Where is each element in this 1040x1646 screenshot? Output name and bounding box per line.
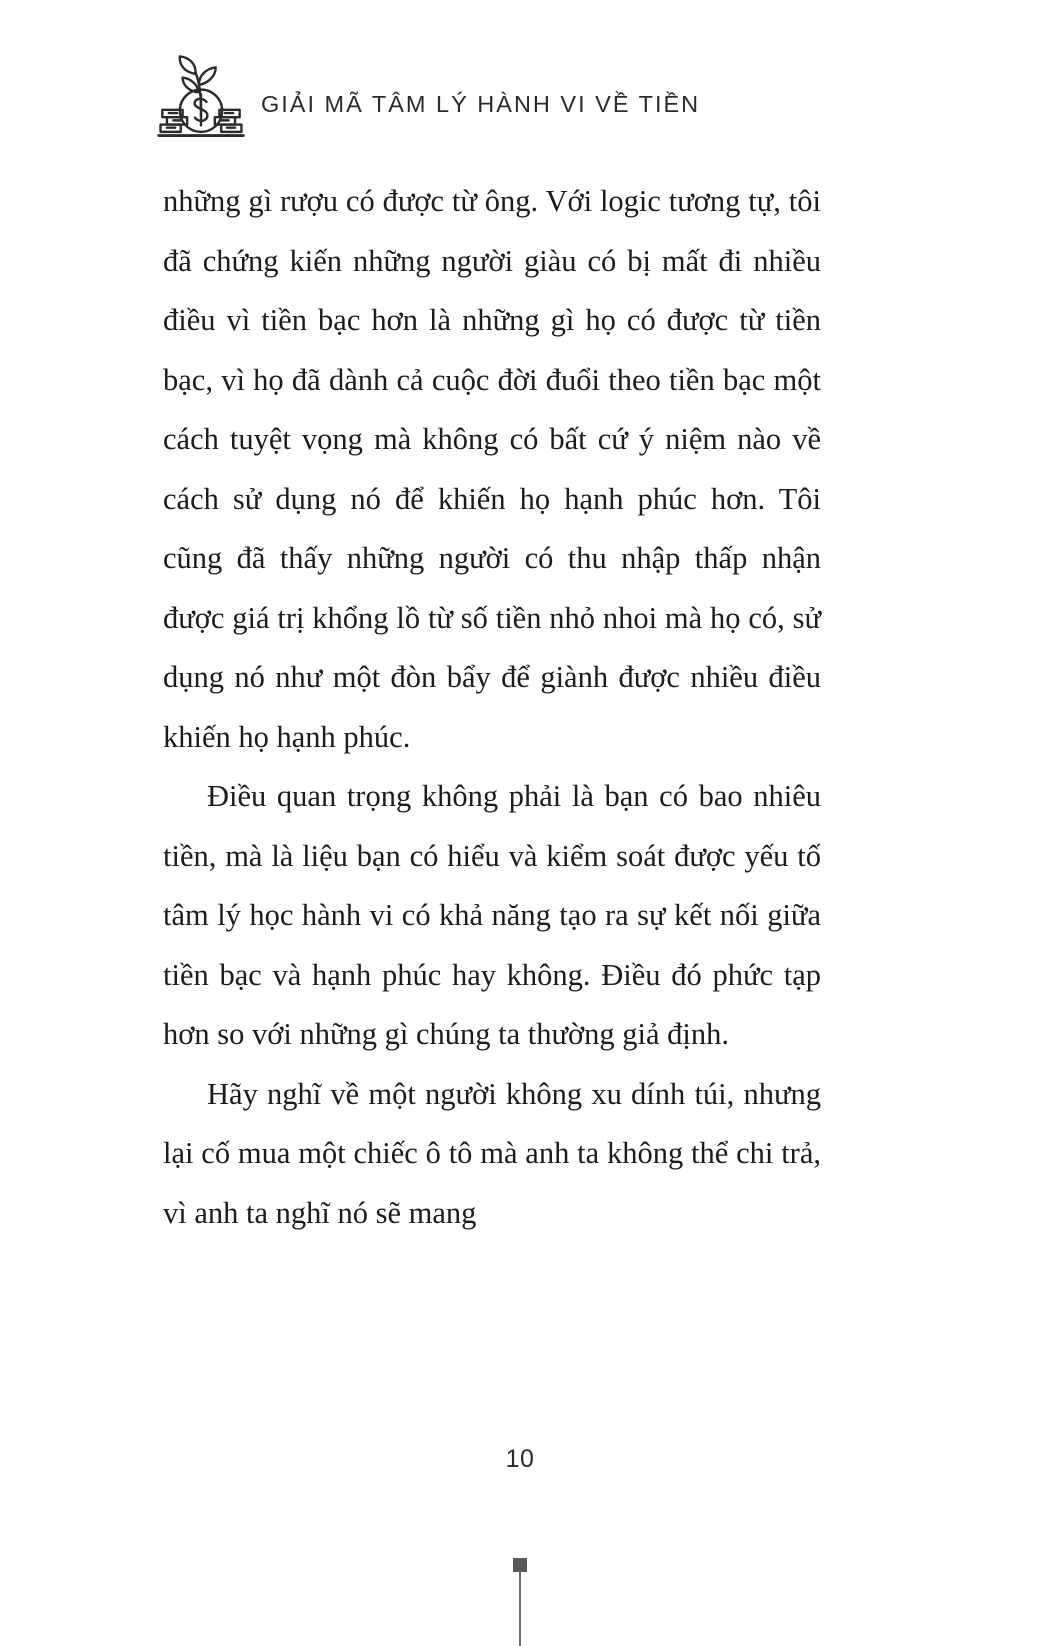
page-number: 10	[505, 1445, 535, 1473]
bookmark-square	[513, 1558, 527, 1572]
running-header	[155, 48, 700, 144]
running-header-title: GIẢI MÃ TÂM LÝ HÀNH VI VỀ TIỀN	[261, 91, 701, 118]
paragraph-1: những gì rượu có được từ ông. Với logic tương tự, tôi đã chứng kiến những người giàu có bị mất đi nhiều điều vì tiền bạc hơn là những gì họ có được từ tiền bạc, vì họ đã dành cả cuộc đời đuổi theo tiền bạc một cách tuyệt vọng mà không có bất cứ ý niệm nào về cách sử dụng nó để khiến họ hạnh phúc hơn. Tôi cũng đã thấy những người có thu nhập thấp nhận được giá trị khổng lồ từ số tiền nhỏ nhoi mà họ có, sử dụng nó như một đòn bẩy để giành được nhiều điều khiến họ hạnh phúc.	[163, 184, 821, 754]
bookmark-ribbon-icon	[513, 1558, 527, 1646]
body-text-column	[163, 172, 821, 1243]
paragraph-2: Điều quan trọng không phải là bạn có bao nhiêu tiền, mà là liệu bạn có hiểu và kiểm soát được yếu tố tâm lý học hành vi có khả năng tạo ra sự kết nối giữa tiền bạc và hạnh phúc hay không. Điều đó phức tạp hơn so với những gì chúng ta thường giả định.	[163, 779, 821, 1051]
paragraph-3: Hãy nghĩ về một người không xu dính túi, nhưng lại cố mua một chiếc ô tô mà anh ta không thể chi trả, vì anh ta nghĩ nó sẽ mang	[163, 1076, 821, 1230]
money-plant-icon	[155, 50, 247, 142]
bookmark-stem	[519, 1572, 521, 1646]
